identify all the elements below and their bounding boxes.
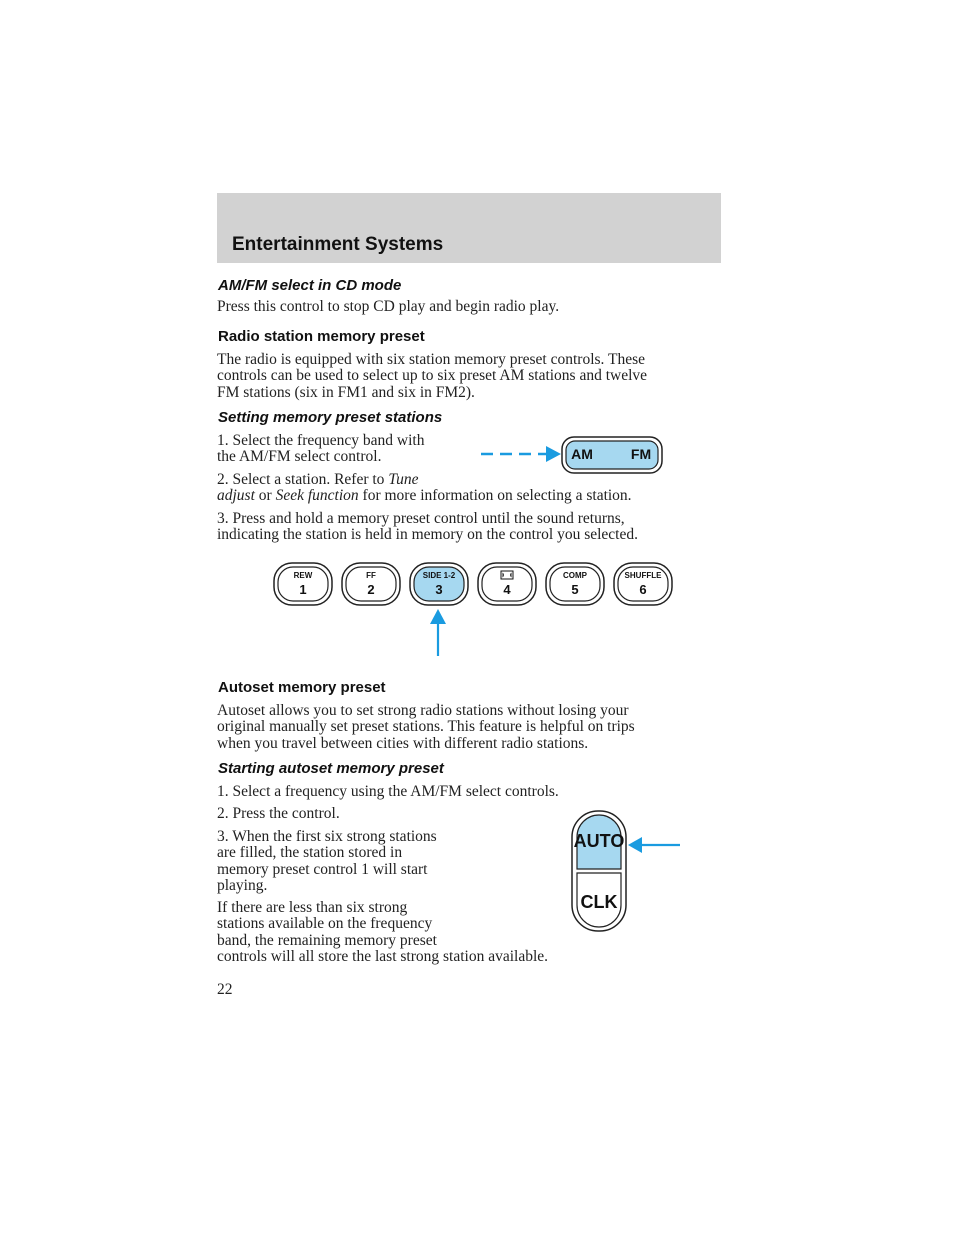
- autoset-body: [217, 703, 635, 752]
- text-run: or: [254, 487, 276, 505]
- auto-clk-figure: [570, 809, 684, 935]
- arrow-head-icon: [546, 446, 561, 462]
- preset-button-4[interactable]: [478, 563, 536, 605]
- preset-button-number: 5: [571, 582, 579, 597]
- tune-adjust-ref: adjust: [217, 487, 255, 505]
- setting-step-2: [217, 472, 697, 505]
- text-line: 3. Press and hold a memory preset control until the sound returns,: [217, 510, 625, 527]
- text-line: original manually set preset stations. This feature is helpful on trips: [217, 718, 635, 736]
- preset-button-number: 4: [503, 582, 511, 597]
- heading-autoset: Autoset memory preset: [218, 679, 386, 696]
- preset-button-number: 1: [299, 582, 307, 597]
- preset-button-number: 3: [435, 582, 443, 597]
- setting-step-1: [217, 433, 424, 466]
- text-line: FM stations (six in FM1 and six in FM2).: [217, 383, 475, 401]
- text-line: 1. Select the frequency band with: [217, 432, 425, 449]
- seek-function-ref: Seek function: [275, 487, 359, 505]
- amfm-cd-body: Press this control to stop CD play and begin radio play.: [217, 298, 560, 315]
- preset-button-top-label: COMP: [563, 571, 587, 580]
- section-title: Entertainment Systems: [232, 234, 444, 255]
- auto-label: AUTO: [573, 831, 625, 851]
- preset-button-number: 2: [367, 582, 375, 597]
- amfm-button-figure: [478, 434, 668, 476]
- preset-button-6[interactable]: [614, 563, 672, 605]
- text-line: memory preset control 1 will start: [217, 860, 428, 878]
- text-line: are filled, the station stored in: [217, 844, 403, 862]
- preset-button-5[interactable]: [546, 563, 604, 605]
- preset-buttons-figure: [270, 560, 674, 660]
- fm-label: FM: [630, 446, 652, 462]
- text-line: controls can be used to select up to six preset AM stations and twelve: [217, 367, 648, 385]
- text-run: for more information on selecting a station.: [358, 487, 632, 505]
- setting-step-3: [217, 511, 638, 544]
- preset-button-top-label: REW: [293, 571, 313, 580]
- heading-memory-preset: Radio station memory preset: [218, 328, 425, 345]
- preset-button-number: 6: [639, 582, 647, 597]
- preset-button-top-label: FF: [366, 571, 376, 580]
- arrow-up-icon: [430, 609, 446, 624]
- heading-amfm-cd: AM/FM select in CD mode: [218, 277, 402, 294]
- arrow-left-icon: [628, 837, 642, 853]
- starting-step-2: 2. Press the control.: [217, 805, 340, 822]
- text-line: band, the remaining memory preset: [217, 931, 437, 949]
- preset-button-top-label: SHUFFLE: [624, 571, 662, 580]
- heading-starting-autoset: Starting autoset memory preset: [218, 760, 444, 777]
- memory-preset-body: [217, 352, 647, 401]
- text-line: playing.: [217, 876, 268, 894]
- text-run: 2. Select a station. Refer to: [217, 471, 389, 488]
- tune-adjust-ref: Tune: [388, 471, 419, 488]
- text-line: the AM/FM select control.: [217, 448, 382, 466]
- text-line: 3. When the first six strong stations: [217, 828, 437, 845]
- heading-setting-presets: Setting memory preset stations: [218, 409, 443, 426]
- page-number: 22: [217, 981, 233, 998]
- starting-note: [217, 900, 548, 965]
- text-line: Autoset allows you to set strong radio stations without losing your: [217, 702, 629, 719]
- preset-buttons-row: [274, 563, 672, 605]
- text-line: The radio is equipped with six station memory preset controls. These: [217, 351, 646, 368]
- text-line: stations available on the frequency: [217, 915, 433, 933]
- am-label: AM: [571, 446, 593, 462]
- starting-step-3: [217, 829, 437, 894]
- preset-button-1[interactable]: [274, 563, 332, 605]
- preset-button-2[interactable]: [342, 563, 400, 605]
- text-line: when you travel between cities with different radio stations.: [217, 734, 589, 752]
- clk-label: CLK: [580, 892, 618, 912]
- text-line: indicating the station is held in memory on the control you selected.: [217, 526, 638, 544]
- starting-step-1: 1. Select a frequency using the AM/FM select controls.: [217, 783, 559, 800]
- preset-button-3[interactable]: [410, 563, 468, 605]
- text-line: controls will all store the last strong station available.: [217, 947, 549, 965]
- preset-button-top-label: SIDE 1-2: [422, 571, 456, 580]
- text-line: If there are less than six strong: [217, 899, 408, 916]
